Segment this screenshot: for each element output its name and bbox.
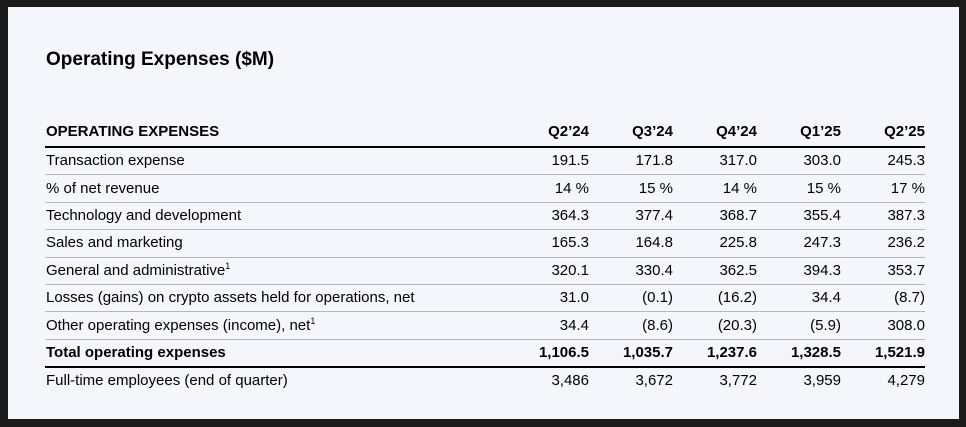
value-cell: 17 % [841,175,925,202]
table-row [45,147,925,175]
value-cell: 368.7 [673,202,757,229]
value-cell: 15 % [757,175,841,202]
value-cell: 247.3 [757,230,841,257]
row-label-cell [45,312,505,339]
row-label: Other operating expenses (income), net [46,316,311,334]
row-label-cell [45,257,505,284]
footnote-marker: 1 [310,315,316,326]
row-label-cell [45,175,505,202]
value-cell: 236.2 [841,230,925,257]
row-label: Full-time employees (end of quarter) [46,372,288,390]
value-cell: 14 % [673,175,757,202]
value-cell: 1,035.7 [589,339,673,367]
table-total-row [45,339,925,367]
value-cell: 191.5 [505,147,589,175]
table-row [45,367,925,394]
header-period: Q3’24 [589,118,673,147]
row-label-cell [45,230,505,257]
value-cell: (8.6) [589,312,673,339]
value-cell: 225.8 [673,230,757,257]
value-cell: 364.3 [505,202,589,229]
table-row [45,175,925,202]
row-label: Transaction expense [46,152,185,170]
value-cell: 15 % [589,175,673,202]
value-cell: 353.7 [841,257,925,284]
value-cell: 320.1 [505,257,589,284]
value-cell: 355.4 [757,202,841,229]
operating-expenses-table [45,118,925,395]
table-row [45,202,925,229]
value-cell: 394.3 [757,257,841,284]
value-cell: 34.4 [757,284,841,311]
value-cell: 3,959 [803,372,841,390]
value-cell: 3,772 [719,372,757,390]
row-label: Losses (gains) on crypto assets held for operations, net [46,289,415,307]
value-cell: 165.3 [505,230,589,257]
row-label: Total operating expenses [46,343,226,361]
value-cell: (5.9) [757,312,841,339]
table-header-row [45,118,925,147]
header-period: Q4’24 [673,118,757,147]
row-label-cell [45,202,505,229]
value-cell: 308.0 [841,312,925,339]
value-cell: 1,237.6 [673,339,757,367]
row-label-cell [45,147,505,175]
row-label-cell [45,339,505,367]
value-cell: 34.4 [505,312,589,339]
header-label: OPERATING EXPENSES [45,118,505,147]
value-cell: (8.7) [841,284,925,311]
value-cell: 1,521.9 [841,339,925,367]
value-cell: 362.5 [673,257,757,284]
value-cell: 245.3 [841,147,925,175]
value-cell: 164.8 [589,230,673,257]
page-title: Operating Expenses ($M) [46,49,275,70]
table-row [45,284,925,311]
table-row [45,312,925,339]
table-row [45,257,925,284]
value-cell: 31.0 [505,284,589,311]
row-label-cell [45,367,505,394]
value-cell: 387.3 [841,202,925,229]
row-label-cell [45,284,505,311]
document-panel [8,7,959,419]
row-label: % of net revenue [46,179,160,197]
row-label: Technology and development [46,206,242,224]
value-cell: 4,279 [887,372,925,390]
value-cell: 317.0 [673,147,757,175]
value-cell: (20.3) [673,312,757,339]
value-cell: 330.4 [589,257,673,284]
header-period: Q1’25 [757,118,841,147]
value-cell: 303.0 [757,147,841,175]
footnote-marker: 1 [225,260,231,271]
value-cell: 377.4 [589,202,673,229]
value-cell: (0.1) [589,284,673,311]
value-cell: (16.2) [673,284,757,311]
value-cell: 171.8 [589,147,673,175]
header-period: Q2’24 [505,118,589,147]
row-label: Sales and marketing [46,234,183,252]
value-cell: 14 % [505,175,589,202]
value-cell: 3,486 [551,372,589,390]
row-label: General and administrative [46,261,226,279]
value-cell: 1,328.5 [757,339,841,367]
table-row [45,230,925,257]
header-period: Q2’25 [841,118,925,147]
value-cell: 1,106.5 [505,339,589,367]
value-cell: 3,672 [635,372,673,390]
